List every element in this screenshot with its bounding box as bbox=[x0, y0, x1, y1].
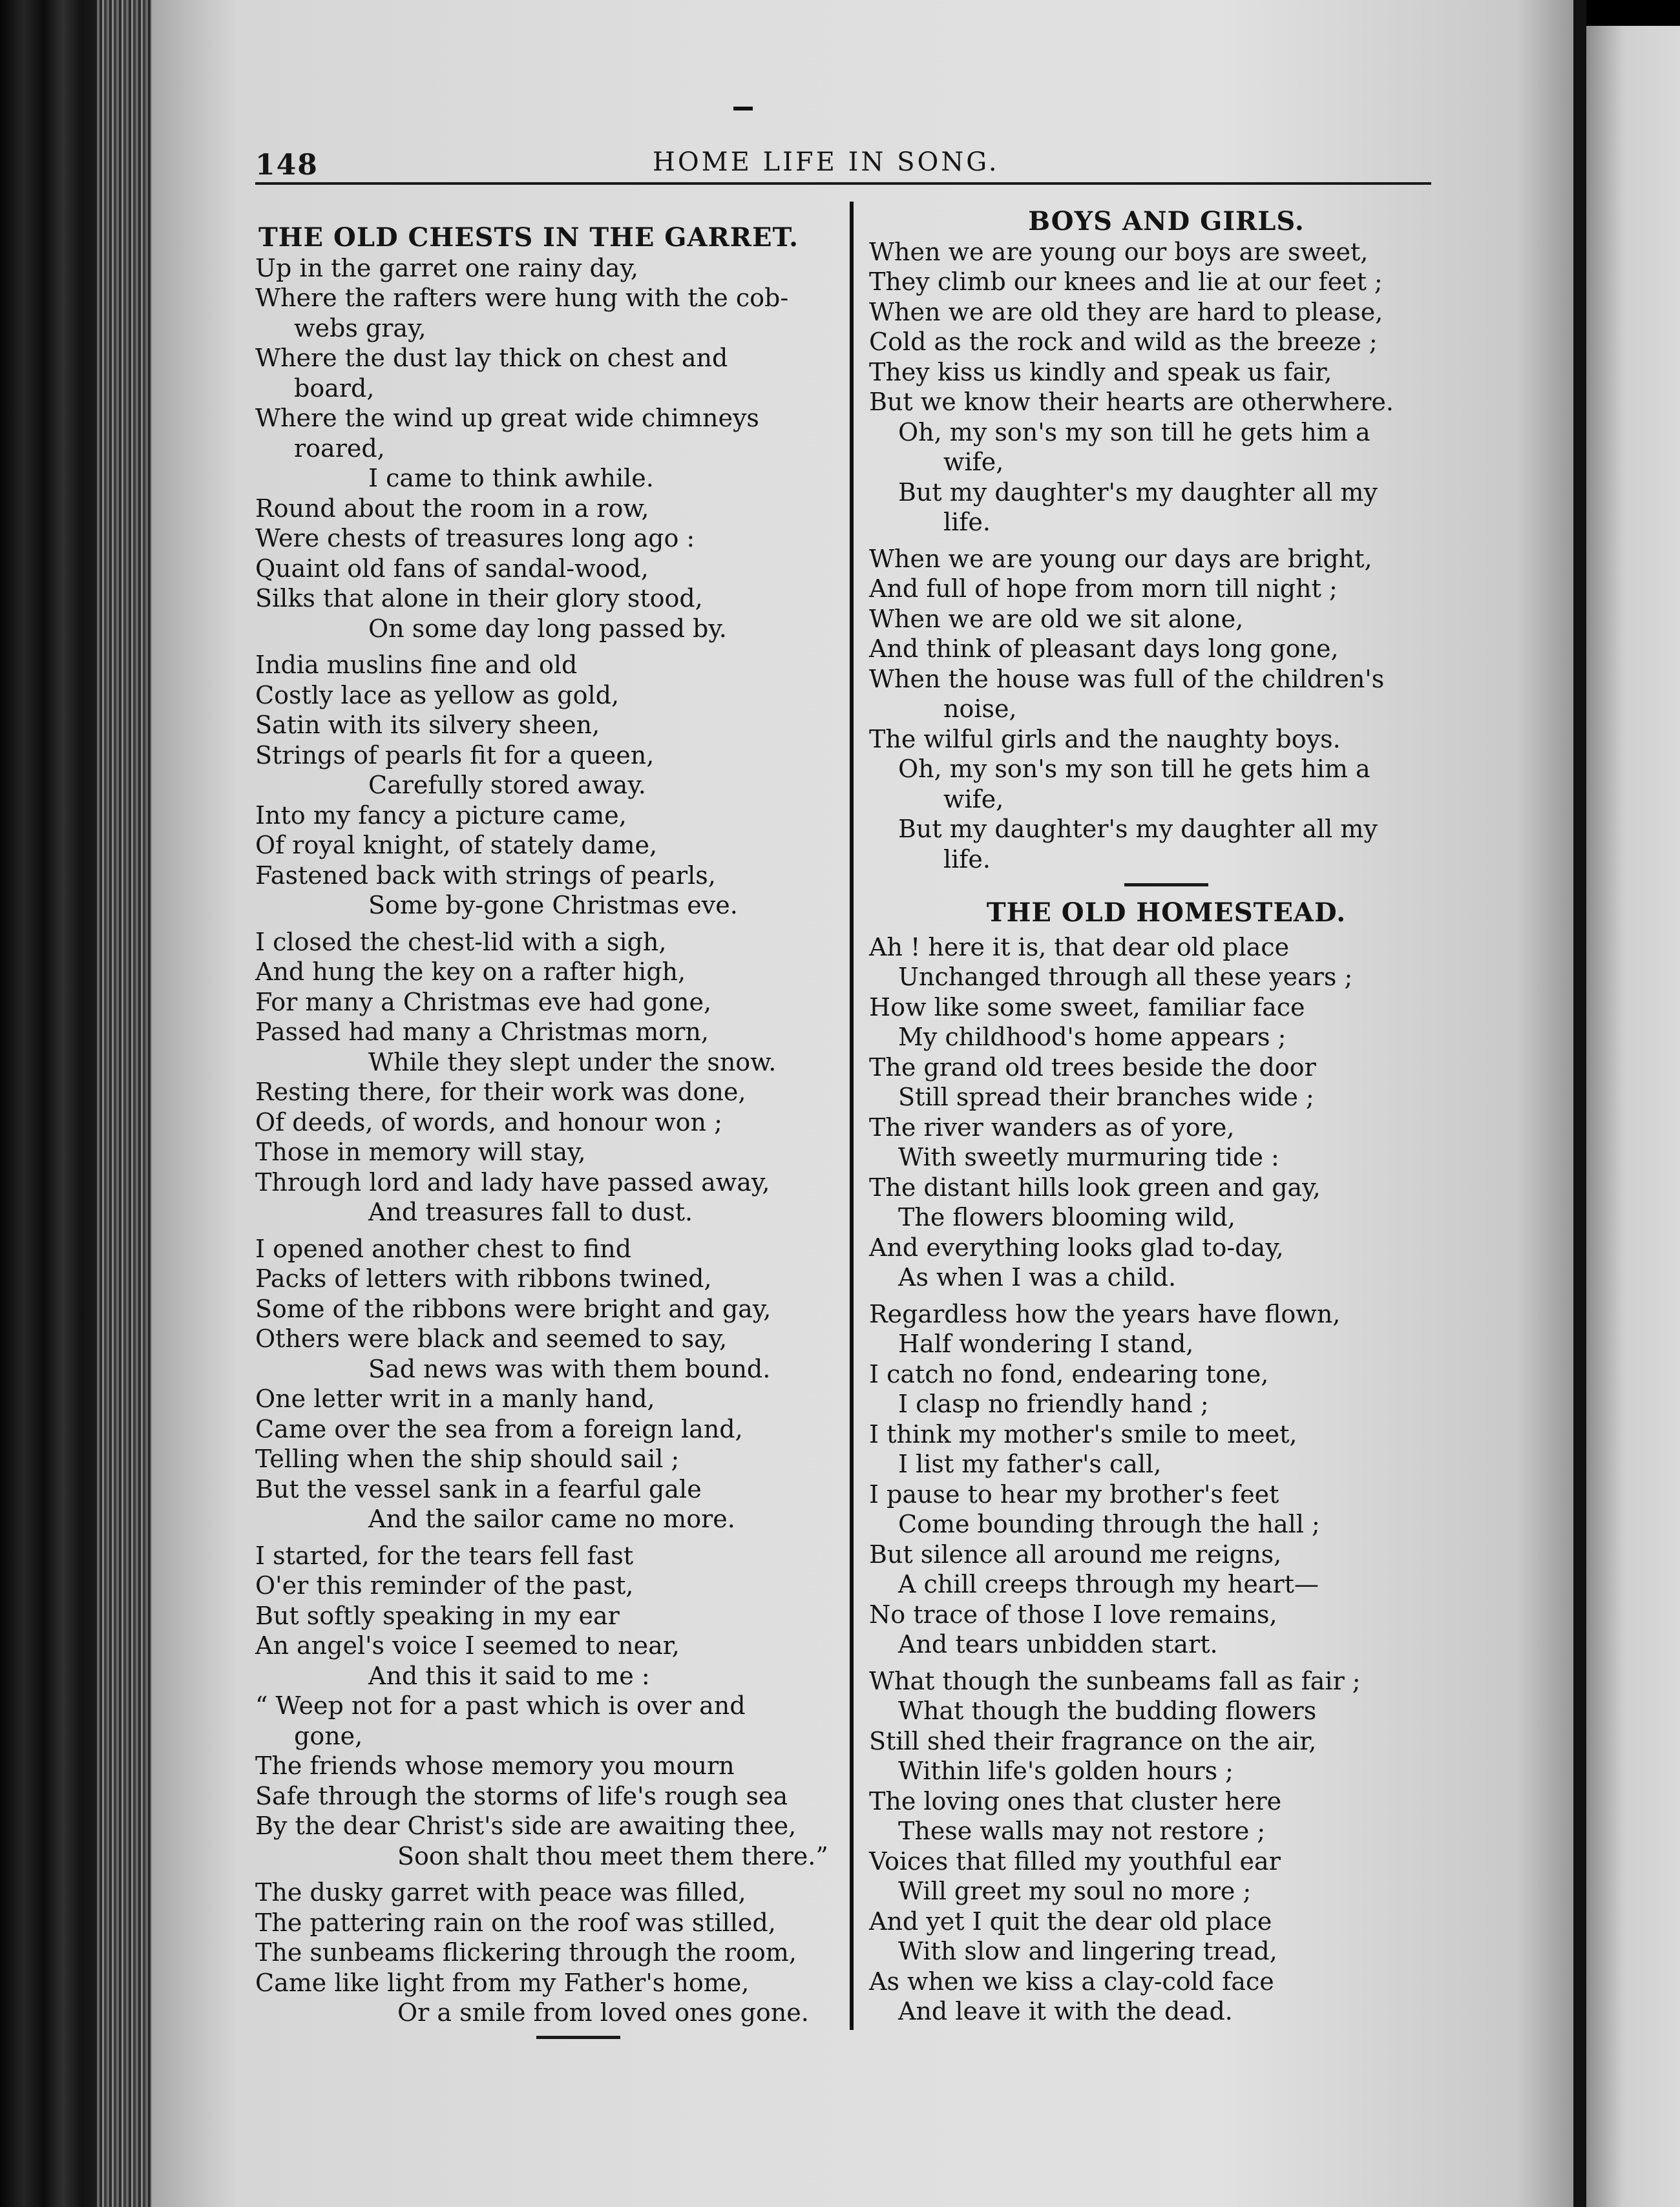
poem-line: What though the sunbeams fall as fair ; bbox=[869, 1666, 1361, 1695]
poem-line: The friends whose memory you mourn bbox=[255, 1752, 735, 1780]
poem-line: They kiss us kindly and speak us fair, bbox=[869, 357, 1332, 386]
poem-line: When we are old we sit alone, bbox=[869, 604, 1244, 633]
poem-line: Sad news was with them bound. bbox=[368, 1354, 771, 1383]
stanza-break bbox=[255, 921, 837, 927]
stanza-break bbox=[255, 1228, 837, 1234]
poem-line: What though the budding flowers bbox=[898, 1697, 1317, 1725]
poem-line: While they slept under the snow. bbox=[368, 1047, 777, 1076]
poem-line: The distant hills look green and gay, bbox=[869, 1173, 1321, 1202]
poem-line: roared, bbox=[294, 434, 385, 463]
page-number: 148 bbox=[255, 149, 319, 182]
poem-line: Into my fancy a picture came, bbox=[255, 800, 627, 830]
poem-line: Packs of letters with ribbons twined, bbox=[255, 1264, 712, 1293]
poem-line: And the sailor came no more. bbox=[368, 1505, 735, 1533]
poem-line: And treasures fall to dust. bbox=[368, 1198, 693, 1226]
poem-line: Came like light from my Father's home, bbox=[255, 1968, 750, 1997]
poem-line: And everything looks glad to-day, bbox=[869, 1233, 1284, 1262]
poem-line: webs gray, bbox=[294, 313, 426, 342]
poem-line: And leave it with the dead. bbox=[898, 1997, 1233, 2025]
running-title: HOME LIFE IN SONG. bbox=[653, 147, 1000, 177]
poem-line: The dusky garret with peace was filled, bbox=[255, 1878, 746, 1907]
poem-line: I clasp no friendly hand ; bbox=[898, 1390, 1209, 1418]
poem-line: life. bbox=[943, 844, 991, 873]
page-edges bbox=[97, 0, 152, 2207]
poem-line: They climb our knees and lie at our feet ; bbox=[869, 267, 1383, 296]
page-gutter bbox=[1573, 0, 1586, 2207]
poem-line: As when we kiss a clay-cold face bbox=[869, 1967, 1274, 1996]
poem-line: When we are old they are hard to please, bbox=[869, 297, 1383, 326]
poem-line: Oh, my son's my son till he gets him a bbox=[898, 755, 1370, 783]
poem-title: THE OLD HOMESTEAD. bbox=[986, 897, 1347, 928]
poem-line: But silence all around me reigns, bbox=[869, 1540, 1282, 1569]
poem-line: Of royal knight, of stately dame, bbox=[255, 831, 658, 859]
stanza-break bbox=[869, 1293, 1464, 1299]
poem-line: Up in the garret one rainy day, bbox=[255, 253, 638, 282]
poem-line: One letter writ in a manly hand, bbox=[255, 1385, 655, 1413]
poem-line: wife, bbox=[943, 448, 1004, 476]
poem-line: But my daughter's my daughter all my bbox=[898, 477, 1378, 507]
poem-line: Some by-gone Christmas eve. bbox=[368, 891, 738, 919]
poem-line: And yet I quit the dear old place bbox=[869, 1907, 1272, 1936]
poem-line: The river wanders as of yore, bbox=[869, 1113, 1235, 1142]
poem-line: India muslins fine and old bbox=[255, 651, 578, 679]
poem-line: And this it said to me : bbox=[368, 1661, 650, 1690]
poem-line: wife, bbox=[943, 784, 1004, 813]
poem-line: Round about the room in a row, bbox=[255, 494, 649, 523]
poem-line: Ah ! here it is, that dear old place bbox=[869, 932, 1290, 961]
poem-line: The pattering rain on the roof was stilled, bbox=[255, 1908, 776, 1937]
poem-line: Soon shalt thou meet them there.” bbox=[397, 1841, 828, 1870]
stanza-break bbox=[255, 1534, 837, 1541]
poem-line: And full of hope from morn till night ; bbox=[869, 574, 1338, 603]
poem-line: But my daughter's my daughter all my bbox=[898, 815, 1378, 843]
poem-body bbox=[869, 237, 1464, 875]
poem-line: The loving ones that cluster here bbox=[869, 1786, 1282, 1815]
column-divider bbox=[850, 202, 854, 2030]
right-column bbox=[869, 207, 1464, 2027]
poem-line: O'er this reminder of the past, bbox=[255, 1571, 634, 1600]
poem-line: An angel's voice I seemed to near, bbox=[255, 1631, 680, 1660]
poem-line: The sunbeams flickering through the room, bbox=[255, 1938, 797, 1967]
poem-line: And think of pleasant days long gone, bbox=[869, 634, 1339, 663]
poem-line: Safe through the storms of life's rough sea bbox=[255, 1781, 788, 1810]
poem-line: Fastened back with strings of pearls, bbox=[255, 861, 716, 890]
poem-line: I catch no fond, endearing tone, bbox=[869, 1359, 1269, 1388]
stanza-break bbox=[869, 538, 1464, 544]
poem-line: Still shed their fragrance on the air, bbox=[869, 1726, 1317, 1755]
poem-line: Where the wind up great wide chimneys bbox=[255, 404, 759, 432]
poem-line: Silks that alone in their glory stood, bbox=[255, 584, 703, 612]
poem-line: When the house was full of the children's bbox=[869, 664, 1385, 693]
poem-line: Satin with its silvery sheen, bbox=[255, 711, 600, 739]
poem-line: I pause to hear my brother's feet bbox=[869, 1480, 1279, 1509]
poem-line: And hung the key on a rafter high, bbox=[255, 957, 686, 986]
poem-title: THE OLD CHESTS IN THE GARRET. bbox=[258, 222, 799, 253]
poem-line: Telling when the ship should sail ; bbox=[255, 1445, 680, 1473]
poem-line: Within life's golden hours ; bbox=[898, 1757, 1234, 1785]
poem-line: gone, bbox=[294, 1721, 363, 1750]
poem-line: As when I was a child. bbox=[898, 1263, 1177, 1292]
poem-line: “ Weep not for a past which is over and bbox=[255, 1691, 746, 1720]
poem-line: Through lord and lady have passed away, bbox=[255, 1167, 770, 1197]
poem-line: Carefully stored away. bbox=[368, 771, 646, 799]
poem-line: On some day long passed by. bbox=[368, 614, 727, 643]
section-rule bbox=[1124, 883, 1208, 886]
poem-line: These walls may not restore ; bbox=[898, 1817, 1266, 1845]
poem-line: Will greet my soul no more ; bbox=[898, 1877, 1252, 1905]
facing-page-edge bbox=[1586, 26, 1680, 2207]
poem-line: Or a smile from loved ones gone. bbox=[397, 1998, 809, 2027]
poem-line: I closed the chest-lid with a sigh, bbox=[255, 927, 667, 956]
poem-line: Regardless how the years have flown, bbox=[869, 1299, 1341, 1328]
poem-line: Those in memory will stay, bbox=[255, 1138, 586, 1166]
poem-line: The wilful girls and the naughty boys. bbox=[869, 724, 1341, 753]
poem-line: Quaint old fans of sandal-wood, bbox=[255, 554, 649, 583]
poem-line: When we are young our days are bright, bbox=[869, 544, 1372, 573]
poem-line: No trace of those I love remains, bbox=[869, 1600, 1277, 1629]
poem-line: noise, bbox=[943, 695, 1017, 723]
poem-line: For many a Christmas eve had gone, bbox=[255, 987, 712, 1016]
poem-line: Were chests of treasures long ago : bbox=[255, 524, 695, 552]
poem-line: Of deeds, of words, and honour won ; bbox=[255, 1107, 722, 1136]
poem-line: But we know their hearts are otherwhere. bbox=[869, 388, 1394, 416]
poem-line: Came over the sea from a foreign land, bbox=[255, 1414, 743, 1443]
poem-body bbox=[869, 932, 1464, 2027]
left-column bbox=[255, 223, 837, 2039]
poem-line: I started, for the tears fell fast bbox=[255, 1541, 634, 1570]
poem-line: But the vessel sank in a fearful gale bbox=[255, 1474, 702, 1503]
poem-line: Passed had many a Christmas morn, bbox=[255, 1018, 709, 1046]
poem-line: Costly lace as yellow as gold, bbox=[255, 680, 620, 709]
poem-line: I list my father's call, bbox=[898, 1450, 1162, 1478]
poem-line: The flowers blooming wild, bbox=[898, 1203, 1235, 1231]
poem-line: How like some sweet, familiar face bbox=[869, 992, 1305, 1021]
poem-line: With sweetly murmuring tide : bbox=[898, 1143, 1279, 1171]
poem-line: I came to think awhile. bbox=[368, 464, 654, 492]
poem-line: My childhood's home appears ; bbox=[898, 1023, 1286, 1051]
poem-title: BOYS AND GIRLS. bbox=[1028, 206, 1305, 236]
poem-line: Voices that filled my youthful ear bbox=[869, 1846, 1281, 1876]
poem-line: The grand old trees beside the door bbox=[869, 1052, 1316, 1082]
book-spine bbox=[0, 0, 97, 2207]
poem-line: I think my mother's smile to meet, bbox=[869, 1419, 1297, 1449]
poem-line: I opened another chest to find bbox=[255, 1234, 632, 1263]
poem-line: Oh, my son's my son till he gets him a bbox=[898, 417, 1370, 446]
poem-line: With slow and lingering tread, bbox=[898, 1937, 1277, 1965]
stanza-break bbox=[255, 643, 837, 650]
poem-line: Strings of pearls fit for a queen, bbox=[255, 740, 655, 769]
poem-line: Still spread their branches wide ; bbox=[898, 1083, 1314, 1111]
poem-line: Where the dust lay thick on chest and bbox=[255, 344, 728, 372]
stanza-break bbox=[255, 1871, 837, 1878]
poem-line: Resting there, for their work was done, bbox=[255, 1078, 746, 1106]
poem-line: And tears unbidden start. bbox=[898, 1630, 1218, 1658]
poem-line: Cold as the rock and wild as the breeze ; bbox=[869, 328, 1378, 356]
poem-line: Come bounding through the hall ; bbox=[898, 1510, 1320, 1538]
stanza-break bbox=[869, 1660, 1464, 1666]
poem-line: Others were black and seemed to say, bbox=[255, 1324, 728, 1353]
poem-line: Half wondering I stand, bbox=[898, 1330, 1194, 1358]
poem-body bbox=[255, 253, 837, 2028]
poem-line: board, bbox=[294, 373, 375, 403]
end-rule bbox=[536, 2036, 620, 2039]
poem-line: But softly speaking in my ear bbox=[255, 1601, 620, 1630]
poem-line: Some of the ribbons were bright and gay, bbox=[255, 1294, 772, 1323]
poem-line: Unchanged through all these years ; bbox=[898, 963, 1353, 991]
poem-line: A chill creeps through my heart— bbox=[898, 1570, 1319, 1598]
poem-line: life. bbox=[943, 508, 991, 536]
header-rule bbox=[255, 182, 1431, 185]
poem-line: By the dear Christ's side are awaiting thee, bbox=[255, 1812, 797, 1840]
poem-line: When we are young our boys are sweet, bbox=[869, 237, 1369, 266]
top-mark bbox=[733, 107, 753, 110]
poem-line: Where the rafters were hung with the cob- bbox=[255, 284, 789, 312]
